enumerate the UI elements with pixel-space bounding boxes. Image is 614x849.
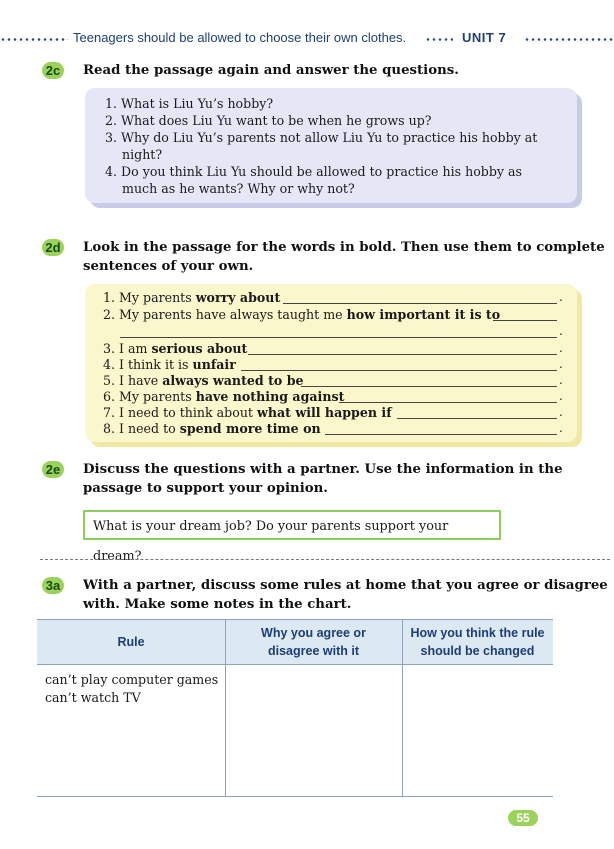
section-title-2e-line2: passage to support your opinion. [83, 481, 328, 496]
sentence-item: 6. My parents have nothing against [103, 389, 345, 404]
period: . [559, 324, 563, 338]
page-number-badge: 55 [508, 810, 538, 826]
question-2: 2. What does Liu Yu want to be when he grows up? [105, 113, 432, 128]
period: . [559, 389, 563, 403]
sentence-item: 7. I need to think about what will happen if [103, 405, 392, 420]
why-cell[interactable] [226, 665, 401, 795]
answer-blank[interactable] [493, 320, 557, 321]
period: . [559, 421, 563, 435]
answer-blank[interactable] [301, 386, 557, 387]
header-title: Teenagers should be allowed to choose their own clothes. [73, 30, 407, 45]
section-badge-2c: 2c [42, 62, 64, 79]
header-dots-left [0, 38, 68, 41]
page-header [0, 30, 614, 48]
answer-blank[interactable] [325, 434, 557, 435]
sentence-item: 4. I think it is unfair [103, 357, 236, 372]
rule-cell: can’t watch TV [45, 690, 141, 705]
question-1: 1. What is Liu Yu’s hobby? [105, 96, 274, 111]
section-divider [40, 559, 610, 560]
sentence-item: 2. My parents have always taught me how important it is to [103, 307, 501, 322]
section-badge-2d: 2d [42, 239, 64, 256]
column-header-change: How you think the rule should be changed [410, 626, 545, 658]
section-title-3a-line1: With a partner, discuss some rules at home that you agree or disagree [83, 578, 608, 593]
period: . [559, 373, 563, 387]
discussion-question-box: What is your dream job? Do your parents support your dream? [83, 510, 501, 540]
answer-blank[interactable] [283, 303, 557, 304]
answer-blank[interactable] [120, 337, 557, 338]
question-4-cont: much as he wants? Why or why not? [122, 181, 355, 196]
sentence-item: 8. I need to spend more time on [103, 421, 321, 436]
section-title-2d-line1: Look in the passage for the words in bold. Then use them to complete [83, 240, 605, 255]
period: . [559, 290, 563, 304]
section-badge-3a: 3a [42, 577, 64, 594]
section-title-2d-line2: sentences of your own. [83, 259, 254, 274]
section-badge-2e: 2e [42, 461, 64, 478]
header-dots-right [524, 38, 614, 41]
question-4: 4. Do you think Liu Yu should be allowed to practice his hobby as [105, 164, 523, 179]
sentences-box [85, 284, 577, 442]
period: . [559, 357, 563, 371]
section-title-2e-line1: Discuss the questions with a partner. Use the information in the [83, 462, 563, 477]
answer-blank[interactable] [397, 418, 557, 419]
answer-blank[interactable] [241, 370, 557, 371]
sentence-item: 3. I am serious about [103, 341, 248, 356]
sentence-item: 5. I have always wanted to be [103, 373, 304, 388]
answer-blank[interactable] [339, 402, 557, 403]
section-title-2c: Read the passage again and answer the questions. [83, 63, 459, 78]
period: . [559, 405, 563, 419]
questions-box [85, 88, 577, 203]
section-title-3a-line2: with. Make some notes in the chart. [83, 597, 352, 612]
answer-blank[interactable] [248, 354, 557, 355]
column-header-rule: Rule [117, 635, 145, 649]
rule-cell: can’t play computer games [45, 672, 219, 687]
unit-label: UNIT 7 [462, 30, 507, 45]
period: . [559, 341, 563, 355]
rules-chart-table [37, 619, 553, 797]
change-cell[interactable] [403, 665, 553, 795]
header-dots-middle [425, 38, 453, 41]
question-3: 3. Why do Liu Yu’s parents not allow Liu Yu to practice his hobby at [105, 130, 538, 145]
question-3-cont: night? [122, 147, 163, 162]
column-header-why: Why you agree or disagree with it [261, 626, 366, 658]
sentence-item: 1. My parents worry about [103, 290, 281, 305]
